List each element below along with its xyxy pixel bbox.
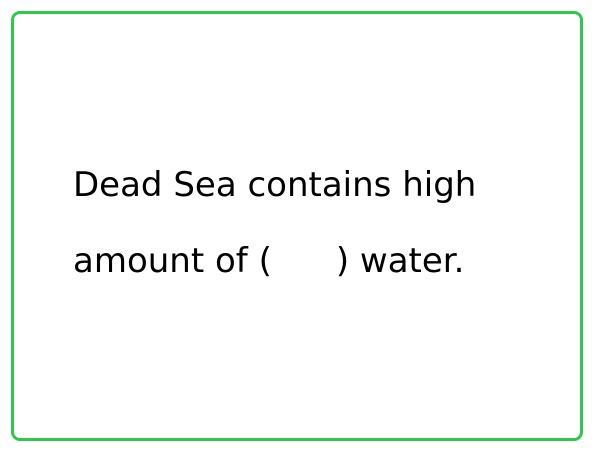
question-text xyxy=(73,147,476,299)
question-line-2-end: ) water. xyxy=(335,241,465,281)
question-line-2-start: amount of ( xyxy=(73,241,272,281)
question-card xyxy=(11,11,583,441)
question-line-1: Dead Sea contains high xyxy=(73,165,477,205)
